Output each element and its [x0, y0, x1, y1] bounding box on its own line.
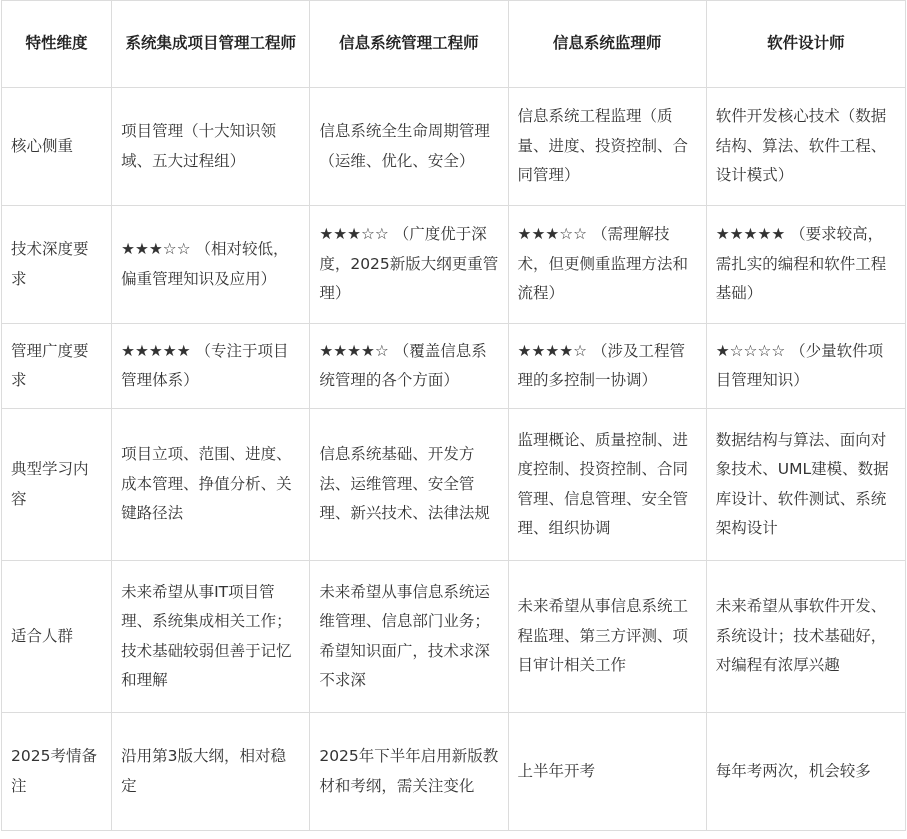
header-row — [2, 1, 906, 88]
table-cell: 监理概论、质量控制、进度控制、投资控制、合同管理、信息管理、安全管理、组织协调 — [508, 409, 706, 561]
header-info-system-manager: 信息系统管理工程师 — [310, 1, 508, 88]
table-row — [2, 561, 906, 713]
table-row — [2, 206, 906, 324]
table-cell: 2025年下半年启用新版教材和考纲，需关注变化 — [310, 713, 508, 831]
table-cell: ★☆☆☆☆ （少量软件项目管理知识） — [706, 324, 905, 409]
table-cell: 沿用第3版大纲，相对稳定 — [112, 713, 310, 831]
table-cell: 项目管理（十大知识领域、五大过程组） — [112, 88, 310, 206]
row-label-target-audience: 适合人群 — [2, 561, 112, 713]
table-cell: 未来希望从事软件开发、系统设计；技术基础好，对编程有浓厚兴趣 — [706, 561, 905, 713]
table-cell: 信息系统工程监理（质量、进度、投资控制、合同管理） — [508, 88, 706, 206]
row-label-mgmt-breadth: 管理广度要求 — [2, 324, 112, 409]
table-body — [2, 88, 906, 831]
row-label-typical-content: 典型学习内容 — [2, 409, 112, 561]
row-label-exam-notes: 2025考情备注 — [2, 713, 112, 831]
table-cell: 未来希望从事信息系统工程监理、第三方评测、项目审计相关工作 — [508, 561, 706, 713]
table-cell: 信息系统全生命周期管理（运维、优化、安全） — [310, 88, 508, 206]
table-cell: ★★★☆☆ （广度优于深度，2025新版大纲更重管理） — [310, 206, 508, 324]
table-row — [2, 713, 906, 831]
table-cell: 数据结构与算法、面向对象技术、UML建模、数据库设计、软件测试、系统架构设计 — [706, 409, 905, 561]
comparison-table — [1, 0, 906, 831]
table-header — [2, 1, 906, 88]
table-cell: ★★★☆☆ （需理解技术，但更侧重监理方法和流程） — [508, 206, 706, 324]
table-cell: ★★★★☆ （涉及工程管理的多控制一协调） — [508, 324, 706, 409]
row-label-tech-depth: 技术深度要求 — [2, 206, 112, 324]
table-cell: ★★★☆☆ （相对较低，偏重管理知识及应用） — [112, 206, 310, 324]
table-cell: 每年考两次，机会较多 — [706, 713, 905, 831]
table-row — [2, 324, 906, 409]
table-row — [2, 88, 906, 206]
table-cell: ★★★★☆ （覆盖信息系统管理的各个方面） — [310, 324, 508, 409]
table-row — [2, 409, 906, 561]
row-label-core-focus: 核心侧重 — [2, 88, 112, 206]
table-cell: 未来希望从事信息系统运维管理、信息部门业务；希望知识面广，技术求深不求深 — [310, 561, 508, 713]
table-cell: 未来希望从事IT项目管理、系统集成相关工作；技术基础较弱但善于记忆和理解 — [112, 561, 310, 713]
header-dimension: 特性维度 — [2, 1, 112, 88]
table-cell: 信息系统基础、开发方法、运维管理、安全管理、新兴技术、法律法规 — [310, 409, 508, 561]
table-cell: 软件开发核心技术（数据结构、算法、软件工程、设计模式） — [706, 88, 905, 206]
header-software-designer: 软件设计师 — [706, 1, 905, 88]
header-info-system-supervisor: 信息系统监理师 — [508, 1, 706, 88]
table-cell: ★★★★★ （要求较高，需扎实的编程和软件工程基础） — [706, 206, 905, 324]
table-cell: 上半年开考 — [508, 713, 706, 831]
table-cell: ★★★★★ （专注于项目管理体系） — [112, 324, 310, 409]
table-cell: 项目立项、范围、进度、成本管理、挣值分析、关键路径法 — [112, 409, 310, 561]
header-system-integration-pm: 系统集成项目管理工程师 — [112, 1, 310, 88]
